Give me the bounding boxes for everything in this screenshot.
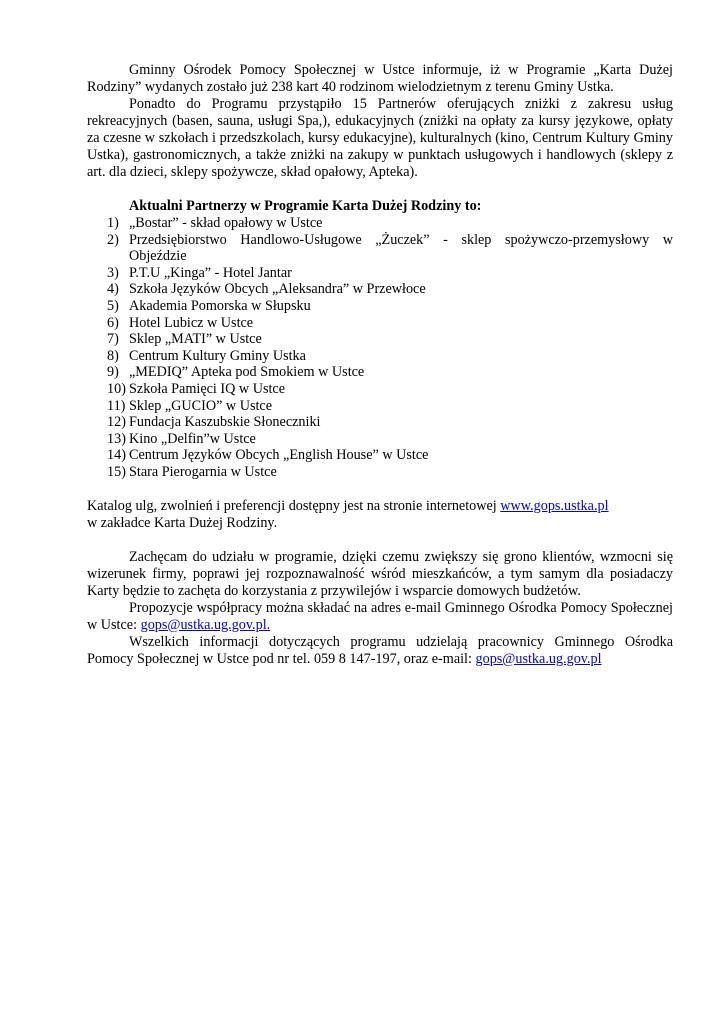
partner-name: Centrum Kultury Gminy Ustka xyxy=(129,347,306,364)
partner-list-item xyxy=(87,381,673,398)
partner-list-item xyxy=(87,348,673,365)
partner-number: 9) xyxy=(107,364,119,381)
partner-name: Szkoła Pamięci IQ w Ustce xyxy=(129,380,286,397)
spacer xyxy=(87,532,673,549)
partner-number: 7) xyxy=(107,331,119,348)
spacer xyxy=(87,481,673,498)
partner-name: „MEDIQ” Apteka pod Smokiem w Ustce xyxy=(129,364,365,381)
intro-paragraph: Gminny Ośrodek Pomocy Społecznej w Ustce informuje, iż w Programie „Karta Dużej Rodziny” wydanych zostało już 238 kart 40 rodzinom wielodzietnym z terenu Gminy Ustka. xyxy=(87,62,673,95)
partner-name: Szkoła Języków Obcych „Aleksandra” w Przewłoce xyxy=(129,281,426,298)
partner-name: Sklep „GUCIO” w Ustce xyxy=(129,397,273,414)
partner-list-item xyxy=(87,232,673,265)
partner-number: 15) xyxy=(107,463,126,480)
partner-list-item xyxy=(87,431,673,448)
partner-number: 5) xyxy=(107,297,119,314)
partner-name: Stara Pierogarnia w Ustce xyxy=(129,463,277,480)
partners-heading: Aktualni Partnerzy w Programie Karta Dużej Rodziny to: xyxy=(129,198,482,214)
partner-name: Hotel Lubicz w Ustce xyxy=(129,314,254,331)
catalog-tail: w zakładce Karta Dużej Rodziny. xyxy=(87,514,278,531)
proposal-paragraph xyxy=(87,600,673,634)
partner-number: 6) xyxy=(107,314,119,331)
proposal-text: Propozycje współpracy można składać na adres e-mail Gminnego Ośrodka Pomocy Społecznej w Ustce: xyxy=(87,599,673,633)
proposal-email-link[interactable]: gops@ustka.ug.gov.pl. xyxy=(140,616,271,633)
partner-list-item xyxy=(87,215,673,232)
partner-number: 14) xyxy=(107,447,126,464)
partner-name: „Bostar” - skład opałowy w Ustce xyxy=(129,215,323,231)
partner-name: P.T.U „Kinga” - Hotel Jantar xyxy=(129,264,292,281)
partner-list-item xyxy=(87,315,673,332)
info-email-link[interactable]: gops@ustka.ug.gov.pl xyxy=(475,650,602,667)
partner-number: 1) xyxy=(107,215,119,231)
partner-number: 8) xyxy=(107,347,119,364)
encourage-paragraph: Zachęcam do udziału w programie, dzięki czemu zwiększy się grono klientów, wzmocni się wizerunek firmy, poprawi jej rozpoznawalność wśród mieszkańców, a tym samym dla posiadaczy Karty będzie to zachęta do korzystania z przywilejów i wsparcie domowych budżetów. xyxy=(87,548,673,599)
partners-list xyxy=(87,215,673,481)
partners-summary-paragraph: Ponadto do Programu przystąpiło 15 Partnerów oferujących zniżki z zakresu usług rekreacyjnych (basen, sauna, usługi Spa,), edukacyjnych (zniżki na opłaty za kursy językowe, opłaty za czesne w szkołach i przedszkolach, kursy edukacyjne), kulturalnych (kino, Centrum Kultury Gminy Ustka), gastronomicznych, a także zniżki na zakupy w punktach usługowych i handlowych (sklepy z art. dla dzieci, sklepy spożywcze, skład opałowy, Apteka). xyxy=(87,96,673,180)
partner-name: Przedsiębiorstwo Handlowo-Usługowe „Żuczek” - sklep spożywczo-przemysłowy w Objeździe xyxy=(129,231,673,265)
catalog-text: Katalog ulg, zwolnień i preferencji dostępny jest na stronie internetowej xyxy=(87,497,497,514)
partner-list-item xyxy=(87,414,673,431)
partner-name: Sklep „MATI” w Ustce xyxy=(129,331,262,348)
document-page xyxy=(87,62,673,668)
partner-list-item xyxy=(87,298,673,315)
partner-number: 13) xyxy=(107,430,126,447)
info-paragraph xyxy=(87,634,673,668)
catalog-paragraph xyxy=(87,498,673,532)
partner-name: Centrum Języków Obcych „English House” w Ustce xyxy=(129,447,429,464)
partner-list-item xyxy=(87,447,673,464)
partner-name: Kino „Delfin”w Ustce xyxy=(129,430,256,447)
partner-name: Akademia Pomorska w Słupsku xyxy=(129,297,311,314)
catalog-link[interactable]: www.gops.ustka.pl xyxy=(500,497,609,514)
partner-list-item xyxy=(87,398,673,415)
partner-number: 3) xyxy=(107,264,119,281)
partner-number: 11) xyxy=(107,397,126,414)
partner-number: 10) xyxy=(107,380,126,397)
partner-list-item xyxy=(87,265,673,282)
partner-list-item xyxy=(87,464,673,481)
info-text: Wszelkich informacji dotyczących programu udzielają pracownicy Gminnego Ośrodka Pomocy Społecznej w Ustce pod nr tel. 059 8 147-197, oraz e-mail: xyxy=(87,633,673,667)
partner-list-item xyxy=(87,331,673,348)
partner-list-item xyxy=(87,364,673,381)
partner-name: Fundacja Kaszubskie Słoneczniki xyxy=(129,414,321,431)
partner-number: 4) xyxy=(107,281,119,298)
partner-number: 12) xyxy=(107,414,126,431)
partner-number: 2) xyxy=(107,231,119,248)
partner-list-item xyxy=(87,281,673,298)
